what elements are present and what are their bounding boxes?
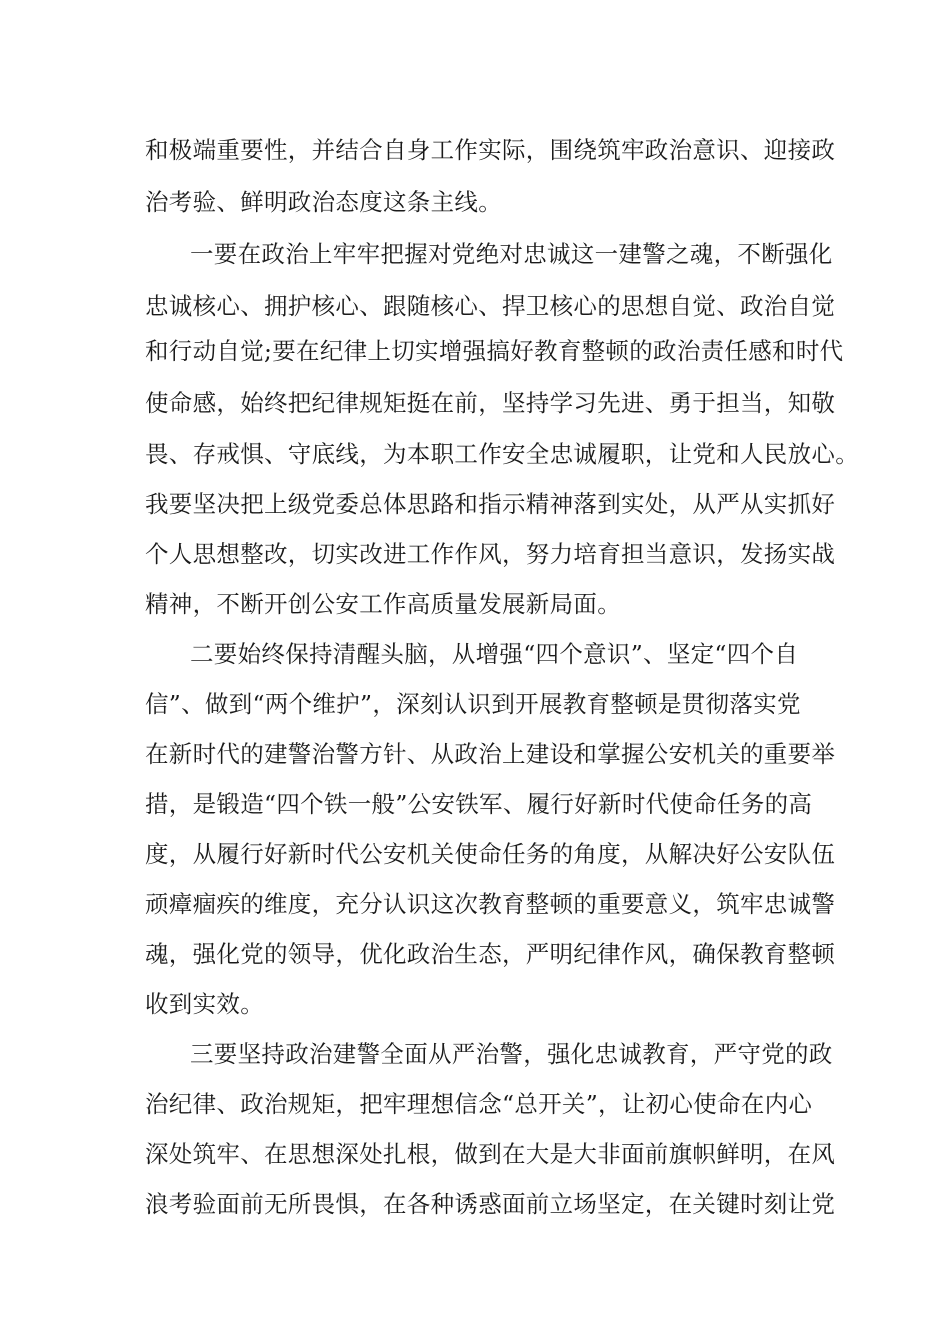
- text-line: 度，从履行好新时代公安机关使命任务的角度，从解决好公安队伍: [145, 840, 836, 868]
- text-line: 畏、存戒惧、守底线，为本职工作安全忠诚履职，让党和人民放心。: [145, 440, 859, 468]
- text-line: 我要坚决把上级党委总体思路和指示精神落到实处，从严从实抓好: [145, 490, 836, 518]
- text-line: 措，是锻造“四个铁一般”公安铁军、履行好新时代使命任务的高: [145, 790, 813, 818]
- paragraph-first-line: 三要坚持政治建警全面从严治警，强化忠诚教育，严守党的政: [190, 1040, 833, 1068]
- text-line: 深处筑牢、在思想深处扎根，做到在大是大非面前旗帜鲜明，在风: [145, 1140, 836, 1168]
- text-line: 精神，不断开创公安工作高质量发展新局面。: [145, 590, 621, 618]
- text-line: 使命感，始终把纪律规矩挺在前，坚持学习先进、勇于担当，知敬: [145, 389, 836, 417]
- text-line: 忠诚核心、拥护核心、跟随核心、捍卫核心的思想自觉、政治自觉: [145, 292, 836, 320]
- text-line: 个人思想整改，切实改进工作作风，努力培育担当意识，发扬实战: [145, 540, 836, 568]
- paragraph-first-line: 二要始终保持清醒头脑，从增强“四个意识”、坚定“四个自: [190, 640, 799, 668]
- text-line: 浪考验面前无所畏惧，在各种诱惑面前立场坚定，在关键时刻让党: [145, 1190, 836, 1218]
- paragraph-first-line: 一要在政治上牢牢把握对党绝对忠诚这一建警之魂，不断强化: [190, 240, 833, 268]
- text-line: 和极端重要性，并结合自身工作实际，围绕筑牢政治意识、迎接政: [145, 136, 836, 164]
- text-line: 收到实效。: [145, 990, 264, 1018]
- text-line: 治纪律、政治规矩，把牢理想信念“总开关”，让初心使命在内心: [145, 1090, 813, 1118]
- text-line: 和行动自觉;要在纪律上切实增强搞好教育整顿的政治责任感和时代: [145, 337, 844, 365]
- text-line: 信”、做到“两个维护”，深刻认识到开展教育整顿是贯彻落实党: [145, 690, 801, 718]
- text-line: 治考验、鲜明政治态度这条主线。: [145, 188, 502, 216]
- text-line: 顽瘴痼疾的维度，充分认识这次教育整顿的重要意义，筑牢忠诚警: [145, 890, 836, 918]
- text-line: 在新时代的建警治警方针、从政治上建设和掌握公安机关的重要举: [145, 740, 836, 768]
- text-line: 魂，强化党的领导，优化政治生态，严明纪律作风，确保教育整顿: [145, 940, 836, 968]
